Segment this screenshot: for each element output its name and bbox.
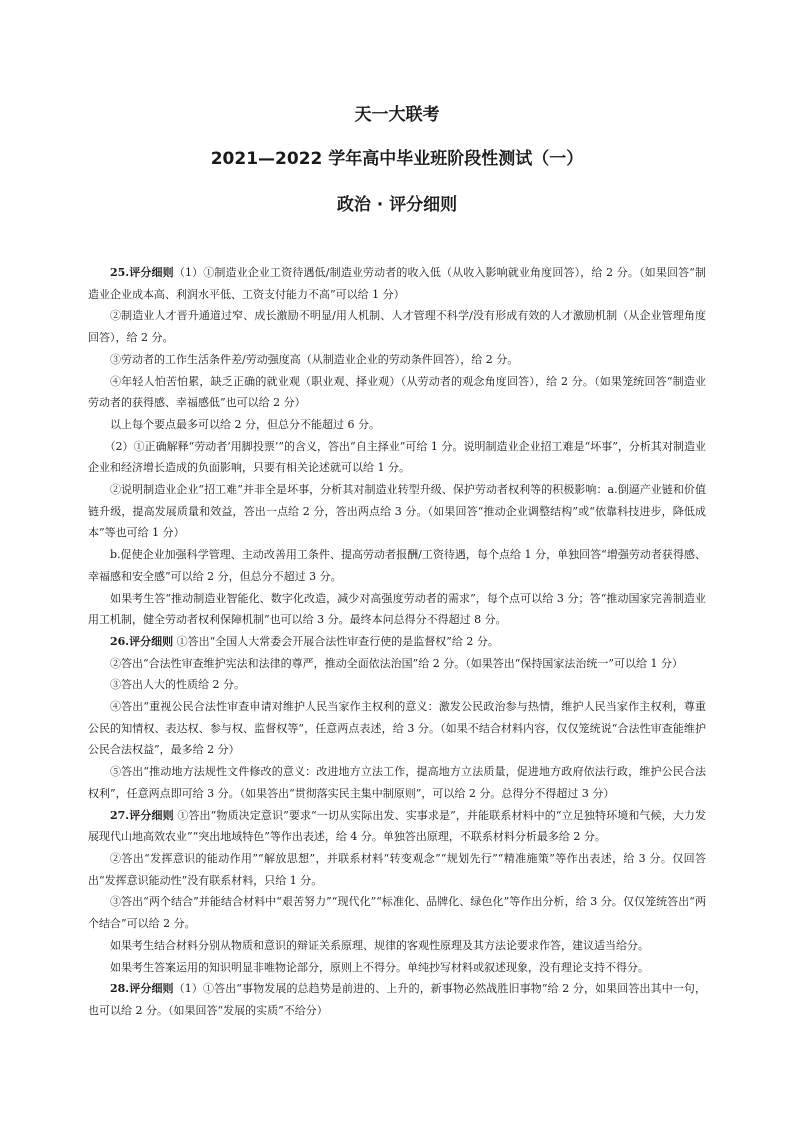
- paragraph-text: b.促使企业加强科学管理、主动改善用工条件、提高劳动者报酬/工资待遇，每个点给 1 分，单独回答“增强劳动者获得感、幸福感和安全感”可以给 2 分，但总分不超过 3 分。: [88, 548, 706, 583]
- paragraph: [88, 349, 706, 371]
- paragraph: [88, 696, 706, 761]
- paragraph: [88, 305, 706, 348]
- paragraph-text: ②答出“合法性审查维护宪法和法律的尊严，推动全面依法治国”给 2 分。（如果答出“保持国家法治统一”可以给 1 分）: [110, 656, 683, 670]
- exam-provider-title: 天一大联考: [354, 105, 440, 125]
- paragraph: [88, 935, 706, 957]
- paragraph-text: ②说明制造业企业“招工难”并非全是坏事，分析其对制造业转型升级、保护劳动者权利等的积极影响：a.倒逼产业链和价值链升级，提高发展质量和效益，答出一点给 2 分，答出两点给 3 分。（如果回答“推动企业调整结构”或“依靠科技进步，降低成本”等也可给 1 分）: [88, 483, 706, 540]
- paragraph: [88, 848, 706, 891]
- paragraph-text: ③答出人大的性质给 2 分。: [110, 678, 245, 692]
- paragraph-text: ③答出“两个结合”并能结合材料中“艰苦努力”“现代化”“标准化、品牌化、绿色化”等作出分析，给 3 分。仅仅笼统答出“两个结合”可以给 2 分。: [88, 895, 706, 931]
- paragraph-text: ①答出“物质决定意识”要求“一切从实际出发、实事求是”，并能联系材料中的“立足独特环境和气候，大力发展现代山地高效农业”“突出地域特色”等作出表述，给 4 分。单独答出原理，不联系材料分析最多给 2 分。: [88, 808, 706, 844]
- section-label: 25.评分细则: [110, 266, 174, 279]
- header: [0, 104, 794, 216]
- paragraph-text: ①答出“全国人大常委会开展合法性审查行使的是监督权”给 2 分。: [173, 634, 499, 648]
- paragraph-text: （2）①正确解释“劳动者‘用脚投票’”的含义，答出“自主择业”可给 1 分。说明制造业企业招工难是“坏事”，分析其对制造业企业和经济增长造成的负面影响，只要有相关论述就可以给 1 分。: [88, 439, 706, 475]
- paragraph: [88, 761, 706, 804]
- paragraph: [88, 371, 706, 414]
- exam-title: 2021—2022 学年高中毕业班阶段性测试（一）: [210, 149, 584, 169]
- paragraph: [88, 978, 706, 1021]
- paragraph: [88, 436, 706, 479]
- paragraph: [88, 588, 706, 631]
- section-label: 27.评分细则: [110, 808, 174, 822]
- paragraph-text: ④年轻人怕苦怕累，缺乏正确的就业观（职业观、择业观）（从劳动者的观念角度回答），给 2 分。（如果笼统回答“制造业劳动者的获得感、幸福感低”也可以给 2 分）: [88, 374, 706, 410]
- paragraph: [88, 262, 706, 305]
- paragraph: [88, 674, 706, 696]
- paragraph-text: 以上每个要点最多可以给 2 分，但总分不能超过 6 分。: [110, 417, 380, 431]
- section-label: 28.评分细则: [110, 982, 174, 996]
- paragraph-text: 如果考生结合材料分别从物质和意识的辩证关系原理、规律的客观性原理及其方法论要求作答，建议适当给分。: [110, 938, 649, 952]
- paragraph: [88, 805, 706, 848]
- paragraph: [88, 479, 706, 544]
- paragraph: [88, 631, 706, 653]
- paragraph-text: 如果考生答“推动制造业智能化、数字化改造，减少对高强度劳动者的需求”，每个点可以给 3 分；答“推动国家完善制造业用工机制，健全劳动者权利保障机制”也可以给 3 分。最终本问总得分不得超过 8 分。: [88, 591, 706, 627]
- paragraph-text: ④答出“重视公民合法性审查申请对维护人民当家作主权利的意义：激发公民政治参与热情，维护人民当家作主权利，尊重公民的知情权、表达权、参与权、监督权等”，任意两点表述，给 3 分。（如果不结合材料内容，仅仅笼统说“合法性审查能维护公民合法权益”，最多给 2 分）: [88, 700, 706, 757]
- paragraph: [88, 957, 706, 979]
- paragraph: [88, 414, 706, 436]
- paragraph-text: ③劳动者的工作生活条件差/劳动强度高（从制造业企业的劳动条件回答），给 2 分。: [110, 352, 519, 366]
- paragraph: [88, 891, 706, 934]
- paragraph-text: ⑤答出“推动地方法规性文件修改的意义：改进地方立法工作，提高地方立法质量，促进地方政府依法行政，维护公民合法权利”，任意两点即可给 3 分。（如果答出“贯彻落实民主集中制原则”，可以给 2 分。总得分不得超过 3 分）: [88, 765, 706, 800]
- paragraph-text: （1）①制造业企业工资待遇低/制造业劳动者的收入低（从收入影响就业角度回答），给 2 分。（如果回答“制造业企业成本高、利润水平低、工资支付能力不高”可以给 1 分）: [88, 266, 706, 301]
- paragraph-text: 如果考生答案运用的知识明显非唯物论部分，原则上不得分。单纯抄写材料或叙述现象，没有理论支持不得分。: [110, 960, 649, 974]
- paragraph: [88, 544, 706, 587]
- paragraph: [88, 653, 706, 675]
- subject-title: 政治 · 评分细则: [336, 195, 458, 215]
- paragraph-text: ②答出“发挥意识的能动作用”“解放思想”，并联系材料“转变观念”“规划先行”“精准施策”等作出表述，给 3 分。仅回答出“发挥意识能动性”没有联系材料，只给 1 分。: [88, 851, 706, 887]
- scoring-rules-body: [88, 262, 706, 1022]
- section-label: 26.评分细则: [110, 634, 174, 648]
- paragraph-text: ②制造业人才晋升通道过窄、成长激励不明显/用人机制、人才管理不科学/没有形成有效的人才激励机制（从企业管理角度回答），给 2 分。: [88, 309, 706, 345]
- paragraph-text: （1）①答出“事物发展的总趋势是前进的、上升的，新事物必然战胜旧事物”给 2 分，如果回答出其中一句，也可以给 2 分。（如果回答“发展的实质”不给分）: [88, 982, 707, 1017]
